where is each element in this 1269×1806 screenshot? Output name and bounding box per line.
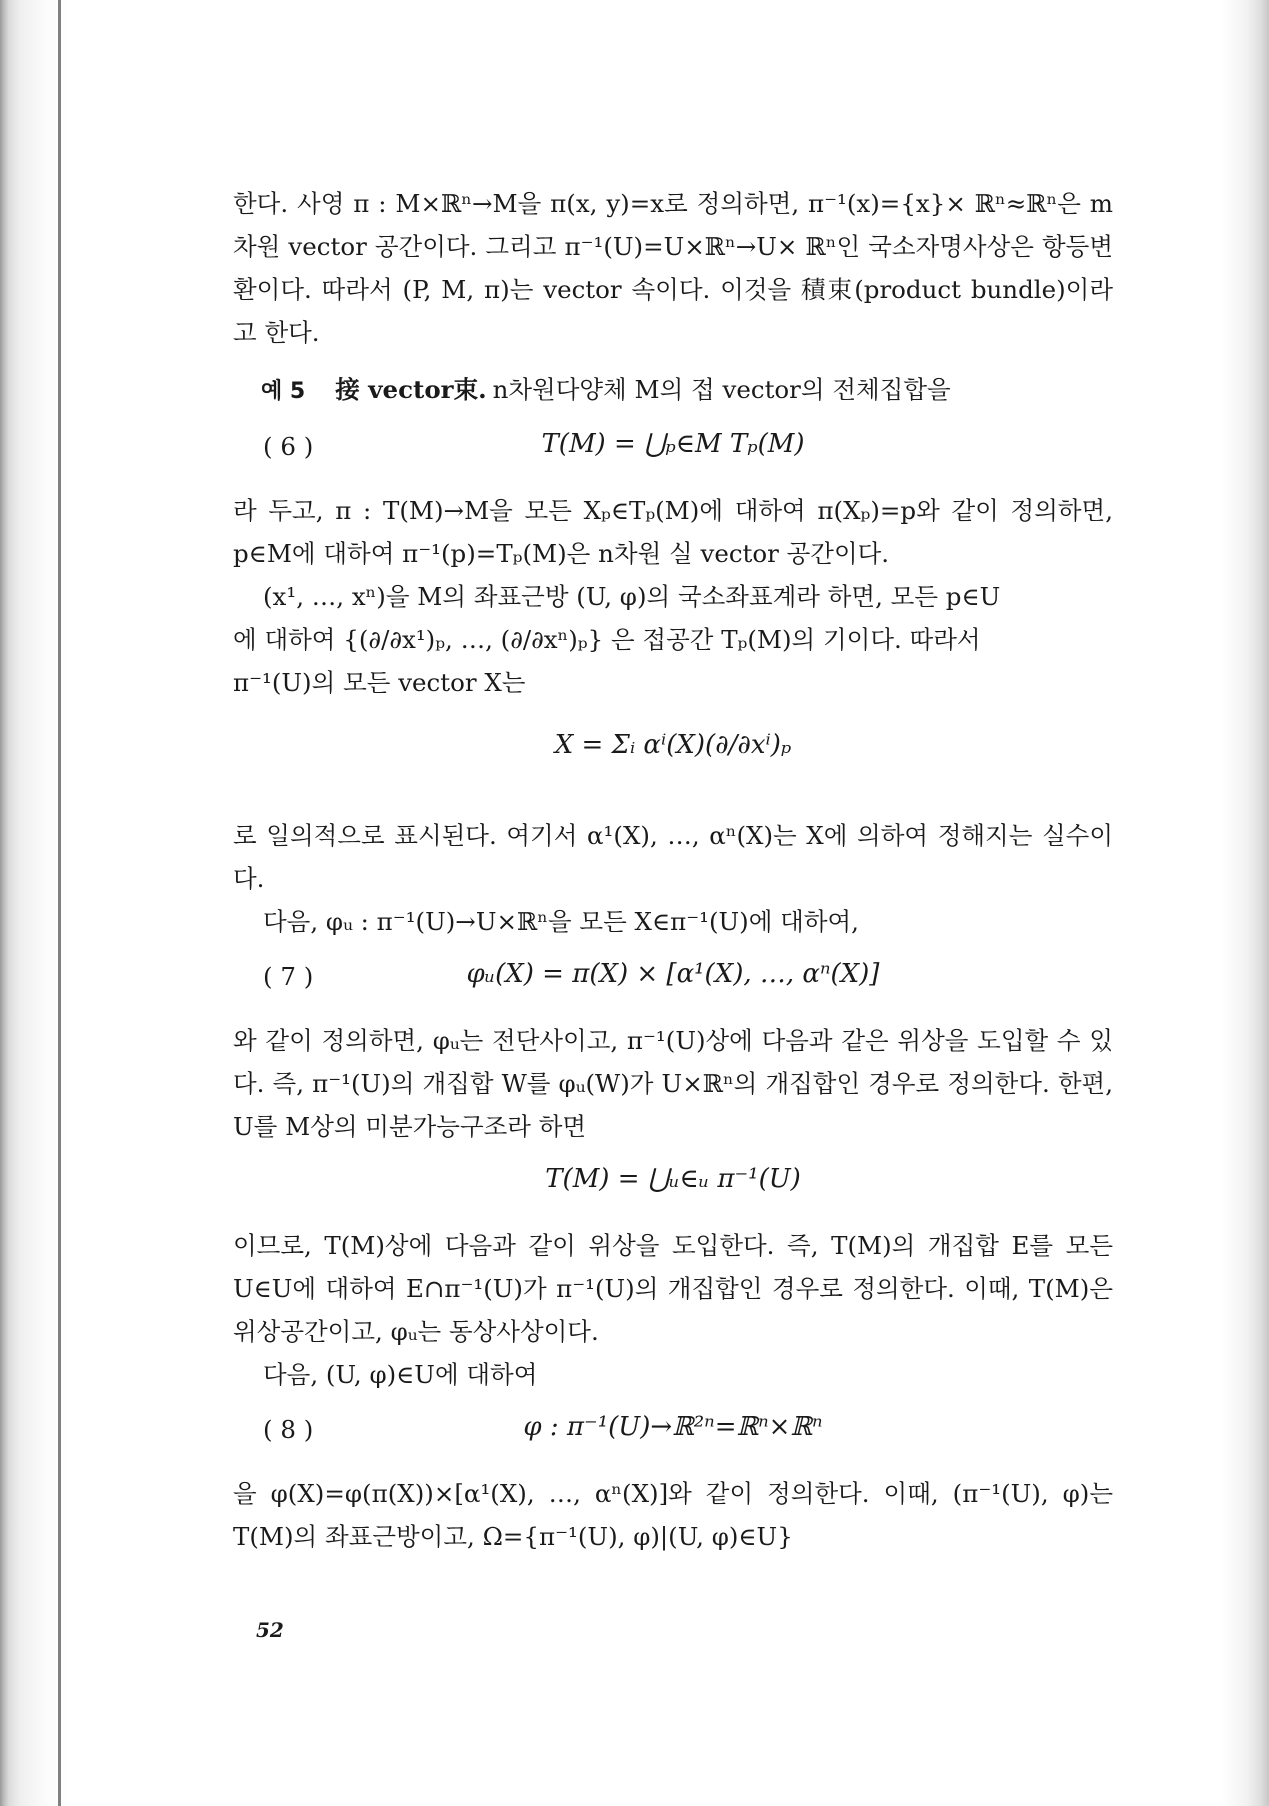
basis-vectors: {(∂/∂x¹)ₚ, …, (∂/∂xⁿ)ₚ} [343, 625, 604, 654]
text-post: 은 접공간 Tₚ(M)의 기이다. 따라서 [610, 625, 981, 654]
paragraph-next: 다음, (U, φ)∈U에 대하여 [263, 1360, 538, 1389]
paragraph-topology: 와 같이 정의하면, φᵤ는 전단사이고, π⁻¹(U)상에 다음과 같은 위상을 도입할 수 있다. 즉, π⁻¹(U)의 개집합 W를 φᵤ(W)가 U×ℝⁿ의 개집합인 경우로 정의한다. 한편, U를 M상의 미분가능구조라 하면 [233, 1026, 1113, 1141]
equation-body: φ : π⁻¹(U)→ℝ²ⁿ=ℝⁿ×ℝⁿ [523, 1412, 823, 1442]
equation-body: T(M) = ⋃ᵤ∈ᵤ π⁻¹(U) [545, 1164, 801, 1194]
equation-number: ( 6 ) [263, 432, 314, 461]
example-intro-text: n차원다양체 M의 접 vector의 전체집합을 [492, 375, 951, 404]
equation-body: T(M) = ⋃ₚ∈M Tₚ(M) [541, 429, 805, 459]
equation-body: X = Σᵢ αⁱ(X)(∂/∂xⁱ)ₚ [554, 730, 792, 760]
paragraph-projection: 라 두고, π : T(M)→M을 모든 Xₚ∈Tₚ(M)에 대하여 π(Xₚ)=p와 같이 정의하면, p∈M에 대하여 π⁻¹(p)=Tₚ(M)은 n차원 실 vector 공간이다. [233, 496, 1113, 568]
equation-body: φᵤ(X) = π(X) × [α¹(X), …, αⁿ(X)] [466, 959, 880, 989]
equation-7 [233, 949, 1113, 1007]
equation-tm-union [233, 1154, 1113, 1212]
paragraph-local-coords-3: π⁻¹(U)의 모든 vector X는 [233, 668, 526, 697]
equation-6 [233, 419, 1113, 477]
text-pre: 에 대하여 [233, 625, 336, 654]
equation-number: ( 7 ) [263, 962, 314, 991]
scan-binding-line [58, 0, 61, 1806]
example-5-heading [233, 368, 1113, 413]
paragraph-unique-repr: 로 일의적으로 표시된다. 여기서 α¹(X), …, αⁿ(X)는 X에 의하여 정해지는 실수이다. [233, 821, 1113, 893]
paragraph-product-bundle: 한다. 사영 π : M×ℝⁿ→M을 π(x, y)=x로 정의하면, π⁻¹(x)={x}× ℝⁿ≈ℝⁿ은 m차원 vector 공간이다. 그리고 π⁻¹(U)=U×ℝⁿ→U× ℝⁿ인 국소자명사상은 항등변환이다. 따라서 (P, M, π)는 vector 속이다. 이것을 積束(product bundle)이라고 한다. [233, 189, 1113, 347]
paragraph-tm-topology: 이므로, T(M)상에 다음과 같이 위상을 도입한다. 즉, T(M)의 개집합 E를 모든 U∈U에 대하여 E∩π⁻¹(U)가 π⁻¹(U)의 개집합인 경우로 정의한다. 이때, T(M)은 위상공간이고, φᵤ는 동상사상이다. [233, 1231, 1113, 1346]
equation-number: ( 8 ) [263, 1415, 314, 1444]
paragraph-coordinate-nbhd: 을 φ(X)=φ(π(X))×[α¹(X), …, αⁿ(X)]와 같이 정의한다. 이때, (π⁻¹(U), φ)는 T(M)의 좌표근방이고, Ω={π⁻¹(U), φ)|(U, φ)∈U} [233, 1479, 1113, 1551]
scan-right-shadow [1221, 0, 1269, 1806]
equation-x-expansion [233, 720, 1113, 806]
page-number: 52 [256, 1618, 284, 1642]
paragraph-phi-u-def: 다음, φᵤ : π⁻¹(U)→U×ℝⁿ을 모든 X∈π⁻¹(U)에 대하여, [263, 907, 859, 936]
paragraph-local-coords-2 [233, 618, 1113, 661]
example-title: 接 vector束. [335, 375, 487, 404]
body-text [233, 182, 1113, 1558]
example-label: 예 5 [261, 379, 306, 404]
equation-8 [233, 1402, 1113, 1460]
paragraph-local-coords-1: (x¹, …, xⁿ)을 M의 좌표근방 (U, φ)의 국소좌표계라 하면, 모든 p∈U [263, 582, 1001, 611]
